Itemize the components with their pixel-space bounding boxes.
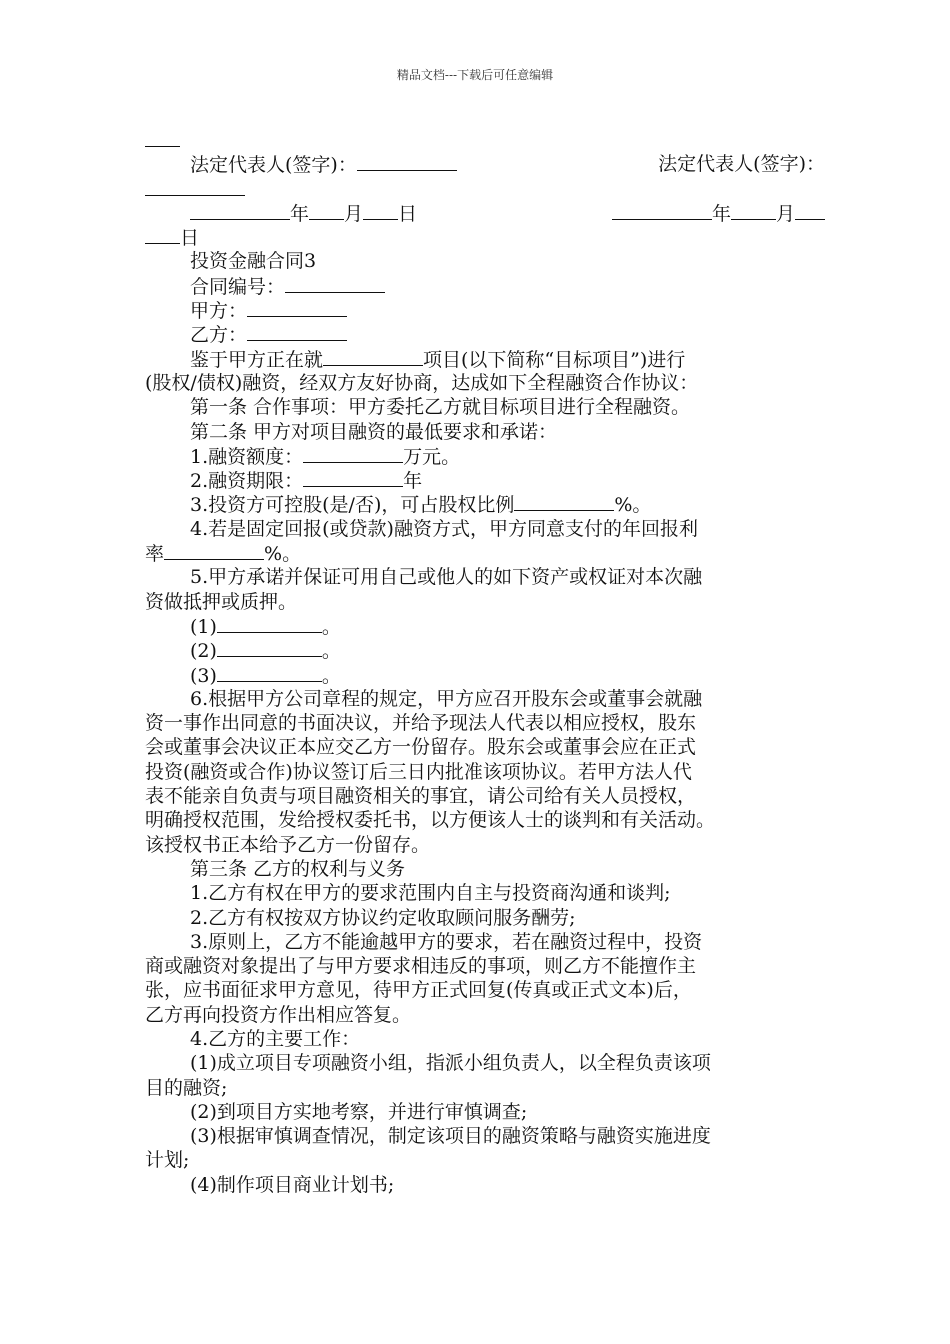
blank-line bbox=[285, 274, 385, 293]
work-item-1: (1)成立项目专项融资小组，指派小组负责人，以全程负责该项 bbox=[190, 1052, 711, 1075]
blank-line bbox=[323, 347, 423, 366]
text: 。 bbox=[321, 615, 341, 638]
article-3-item-3-continued: 张，应书面征求甲方意见，待甲方正式回复(传真或正式文本)后， bbox=[145, 979, 692, 1002]
text: 。 bbox=[321, 664, 341, 687]
blank-line bbox=[145, 177, 245, 196]
blank-line bbox=[612, 201, 712, 220]
article-3-item-3: 3.原则上，乙方不能逾越甲方的要求，若在融资过程中，投资 bbox=[190, 930, 703, 953]
text: 1.融资额度： bbox=[190, 445, 304, 468]
legal-representative-label-a: 法定代表人(签字)： bbox=[190, 154, 357, 177]
article-3-item-3-continued: 乙方再向投资方作出相应答复。 bbox=[145, 1003, 412, 1026]
year-label: 年 bbox=[290, 202, 310, 225]
blank-line bbox=[190, 201, 290, 220]
article-2-item-6-continued: 资一事作出同意的书面决议，并给予现法人代表以相应授权，股东 bbox=[145, 712, 697, 735]
text: %。 bbox=[614, 494, 652, 517]
contract-title: 投资金融合同3 bbox=[190, 250, 317, 273]
contract-number bbox=[145, 274, 825, 298]
article-2-item-6-continued: 投资(融资或合作)协议签订后三日内批准该项协议。若甲方法人代 bbox=[145, 760, 692, 783]
work-item-4: (4)制作项目商业计划书; bbox=[190, 1173, 395, 1196]
date-row-continued bbox=[145, 225, 825, 249]
document-header-watermark: 精品文档---下载后可任意编辑 bbox=[396, 68, 554, 82]
text: 鉴于甲方正在就 bbox=[190, 348, 324, 371]
work-item-3: (3)根据审慎调查情况，制定该项目的融资策略与融资实施进度 bbox=[190, 1125, 711, 1148]
blank-line bbox=[247, 298, 347, 317]
work-item-3-continued: 计划; bbox=[145, 1149, 190, 1172]
intro-paragraph-line: (股权/债权)融资，经双方友好协商，达成如下全程融资合作协议： bbox=[145, 371, 699, 394]
month-label: 月 bbox=[775, 202, 795, 225]
text: 。 bbox=[321, 640, 341, 663]
party-a bbox=[145, 298, 825, 322]
text: (2) bbox=[190, 640, 217, 663]
blank-line bbox=[247, 322, 347, 341]
contract-number-label: 合同编号： bbox=[190, 275, 286, 298]
blank-line bbox=[145, 128, 180, 147]
date-row bbox=[145, 201, 825, 225]
article-3-item-1: 1.乙方有权在甲方的要求范围内自主与投资商沟通和谈判; bbox=[190, 882, 671, 905]
article-2-item-4: 4.若是固定回报(或贷款)融资方式，甲方同意支付的年回报利 bbox=[190, 517, 698, 540]
party-a-label: 甲方： bbox=[190, 300, 248, 323]
party-b bbox=[145, 322, 825, 346]
article-3-item-4: 4.乙方的主要工作： bbox=[190, 1027, 361, 1050]
article-3-item-3-continued: 商或融资对象提出了与甲方要求相违反的事项，则乙方不能擅作主 bbox=[145, 955, 697, 978]
collateral-item-2 bbox=[145, 638, 825, 662]
document-body bbox=[145, 128, 825, 1197]
article-2-item-6-continued: 表不能亲自负责与项目融资相关的事宜，请公司给有关人员授权， bbox=[145, 785, 697, 808]
work-item-1-continued: 目的融资; bbox=[145, 1076, 228, 1099]
blank-line bbox=[217, 638, 322, 657]
blank-line bbox=[363, 201, 398, 220]
article-2-item-6: 6.根据甲方公司章程的规定，甲方应召开股东会或董事会就融 bbox=[190, 687, 703, 710]
text: 3.投资方可控股(是/否)，可占股权比例 bbox=[190, 494, 515, 517]
text: 率 bbox=[145, 543, 165, 566]
signature-blank-top bbox=[145, 128, 825, 152]
blank-line bbox=[217, 663, 322, 682]
article-1: 第一条 合作事项：甲方委托乙方就目标项目进行全程融资。 bbox=[190, 396, 691, 419]
blank-line bbox=[164, 541, 264, 560]
legal-representative-label-b: 法定代表人(签字)： bbox=[658, 153, 825, 176]
blank-line bbox=[217, 614, 322, 633]
article-3-heading: 第三条 乙方的权利与义务 bbox=[190, 857, 406, 880]
blank-line bbox=[731, 201, 776, 220]
blank-line bbox=[145, 225, 180, 244]
day-label: 日 bbox=[180, 227, 200, 250]
day-label: 日 bbox=[398, 202, 418, 225]
year-label: 年 bbox=[711, 202, 731, 225]
month-label: 月 bbox=[344, 202, 364, 225]
article-2-item-3 bbox=[145, 492, 825, 516]
signature-blank-row bbox=[145, 177, 825, 201]
article-2-item-5-continued: 资做抵押或质押。 bbox=[145, 590, 298, 613]
blank-line bbox=[357, 152, 457, 171]
signature-left bbox=[190, 152, 457, 176]
date-left bbox=[190, 201, 417, 225]
article-2-heading: 第二条 甲方对项目融资的最低要求和承诺： bbox=[190, 420, 558, 443]
text: %。 bbox=[264, 543, 302, 566]
signature-row bbox=[145, 152, 825, 176]
text: 2.融资期限： bbox=[190, 470, 304, 493]
work-item-2: (2)到项目方实地考察，并进行审慎调查; bbox=[190, 1100, 528, 1123]
article-2-item-2 bbox=[145, 468, 825, 492]
article-3-item-2: 2.乙方有权按双方协议约定收取顾问服务酬劳; bbox=[190, 906, 576, 929]
article-2-item-4-continued bbox=[145, 541, 825, 565]
blank-line bbox=[303, 468, 403, 487]
article-2-item-1 bbox=[145, 444, 825, 468]
article-2-item-5: 5.甲方承诺并保证可用自己或他人的如下资产或权证对本次融 bbox=[190, 566, 703, 589]
article-2-item-6-continued: 该授权书正本给予乙方一份留存。 bbox=[145, 833, 431, 856]
blank-line bbox=[309, 201, 344, 220]
article-2-item-6-continued: 会或董事会决议正本应交乙方一份留存。股东会或董事会应在正式 bbox=[145, 736, 697, 759]
collateral-item-3 bbox=[145, 663, 825, 687]
text: 万元。 bbox=[403, 445, 461, 468]
date-right bbox=[612, 201, 825, 225]
article-2-item-6-continued: 明确授权范围，发给授权委托书，以方便该人士的谈判和有关活动。 bbox=[145, 809, 716, 832]
text: 项目(以下简称“目标项目”)进行 bbox=[423, 348, 686, 371]
blank-line bbox=[795, 201, 825, 220]
party-b-label: 乙方： bbox=[190, 324, 248, 347]
intro-paragraph-line bbox=[145, 347, 825, 371]
text: (3) bbox=[190, 664, 217, 687]
text: 年 bbox=[403, 470, 423, 493]
blank-line bbox=[303, 444, 403, 463]
blank-line bbox=[514, 492, 614, 511]
text: (1) bbox=[190, 615, 217, 638]
collateral-item-1 bbox=[145, 614, 825, 638]
